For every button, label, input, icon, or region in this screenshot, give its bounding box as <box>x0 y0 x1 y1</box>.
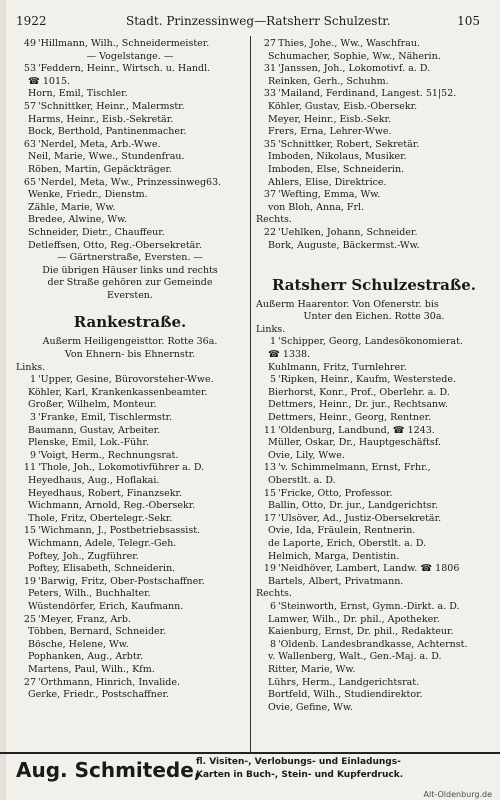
resident-line: Heyedhaus, Aug., Hoflakai. <box>28 475 160 486</box>
resident-text: 'Feddern, Heinr., Wirtsch. u. Handl. <box>38 63 211 75</box>
house-entry <box>256 227 492 240</box>
house-entry <box>256 639 492 652</box>
advertisement <box>0 752 500 786</box>
house-number: 1 <box>29 374 36 386</box>
left-column <box>16 38 244 702</box>
house-number: 53 <box>23 63 36 75</box>
house-number: 25 <box>23 613 36 625</box>
text-line: Außerm Haarentor. Von Ofenerstr. bis <box>256 298 439 310</box>
house-number: 22 <box>263 226 276 238</box>
resident-text: 'Schnittker, Heinr., Malermstr. <box>38 100 185 112</box>
house-entry <box>16 374 244 387</box>
resident-line: Reinken, Gerh., Schuhm. <box>268 75 389 87</box>
resident-line: Schumacher, Sophie, Ww., Näherin. <box>268 50 441 62</box>
street-heading: Rankestraße. <box>73 313 187 332</box>
resident-line: Meyer, Heinr., Eisb.-Sekr. <box>268 113 392 125</box>
resident-line: Peters, Wilh., Buchhalter. <box>28 588 151 600</box>
resident-line: Baumann, Gustav, Arbeiter. <box>28 424 161 436</box>
house-number: 15 <box>23 525 36 537</box>
house-entry <box>16 576 244 589</box>
resident-line: Bredee, Alwine, Ww. <box>28 214 128 226</box>
resident-line: Schneider, Dietr., Chauffeur. <box>28 226 165 238</box>
scan-edge <box>0 0 6 800</box>
house-entry <box>256 601 492 614</box>
resident-line: Imboden, Nikolaus, Musiker. <box>268 151 407 163</box>
resident-text: 'Upper, Gesine, Bürovorsteher-Wwe. <box>38 374 214 386</box>
resident-line: Többen, Bernard, Schneider. <box>28 626 167 638</box>
resident-text: 'Oldenburg, Landbund, ☎ 1243. <box>278 424 435 436</box>
resident-line: Bock, Berthold, Pantinenmacher. <box>28 126 187 138</box>
right-column <box>256 38 492 714</box>
page-header <box>16 14 488 32</box>
resident-line: Harms, Heinr., Eisb.-Sekretär. <box>28 113 174 125</box>
house-entry <box>16 450 244 463</box>
resident-text: 'Wefting, Emma, Ww. <box>278 189 381 201</box>
resident-text: 'Ripken, Heinr., Kaufm, Westerstede. <box>278 374 456 386</box>
house-number: 35 <box>263 138 276 150</box>
center-line: — Vogelstange. — <box>86 50 174 62</box>
resident-line: Gerke, Friedr., Postschaffner. <box>28 689 170 701</box>
center-line: Die übrigen Häuser links und rechts <box>42 264 218 276</box>
house-number: 27 <box>263 38 276 49</box>
resident-line: Ahlers, Elise, Direktrice. <box>268 176 387 188</box>
resident-line: de Laporte, Erich, Oberstlt. a. D. <box>268 537 427 549</box>
resident-text: 'Schnittker, Robert, Sekretär. <box>278 138 420 150</box>
resident-text: 'Nerdel, Meta, Arb.-Wwe. <box>38 138 161 150</box>
resident-line: Bierhorst, Konr., Prof., Oberlehr. a. D. <box>268 386 450 398</box>
resident-text: 'Orthmann, Hinrich, Invalide. <box>38 676 181 688</box>
house-number: 11 <box>263 424 276 436</box>
center-line: Unter den Eichen. Rotte 30a. <box>303 311 445 323</box>
ad-line-1: fl. Visiten-, Verlobungs- und Einladungs- <box>196 757 401 767</box>
resident-text: 'Voigt, Herm., Rechnungsrat. <box>38 449 179 461</box>
text-line: Rechts. <box>256 214 292 226</box>
house-number: 5 <box>269 374 276 386</box>
resident-text: 'Meyer, Franz, Arb. <box>38 613 131 625</box>
house-entry <box>256 513 492 526</box>
page-number: 105 <box>457 14 480 28</box>
center-line: — Gärtnerstraße, Eversten. — <box>57 252 203 264</box>
resident-line: Köhler, Karl, Krankenkassenbeamter. <box>28 386 208 398</box>
resident-line: Kaienburg, Ernst, Dr. phil., Redakteur. <box>268 626 454 638</box>
resident-line: Bösche, Helene, Ww. <box>28 638 129 650</box>
house-entry <box>256 488 492 501</box>
resident-line: Wüstendörfer, Erich, Kaufmann. <box>28 600 184 612</box>
house-entry <box>256 425 492 438</box>
resident-line: Ritter, Marie, Ww. <box>268 663 356 675</box>
text-line: Links. <box>256 323 286 335</box>
house-number: 17 <box>263 512 276 524</box>
resident-line: Imboden, Else, Schneiderin. <box>268 163 405 175</box>
house-entry <box>16 177 244 190</box>
house-entry <box>16 462 244 475</box>
resident-text: 'Schipper, Georg, Landesökonomierat. <box>278 336 463 348</box>
resident-text: 'Fricke, Otto, Professor. <box>278 487 393 499</box>
house-number: 13 <box>263 462 276 474</box>
resident-line: Zähle, Marie, Ww. <box>28 201 116 213</box>
house-entry <box>16 63 244 76</box>
resident-line: Heyedhaus, Robert, Finanzsekr. <box>28 487 183 499</box>
resident-line: Ballin, Otto, Dr. jur., Landgerichtsr. <box>268 500 438 512</box>
resident-line: von Bloh, Anna, Frl. <box>268 201 365 213</box>
resident-line: Köhler, Gustav, Eisb.-Obersekr. <box>268 100 418 112</box>
text-line: Links. <box>16 361 46 373</box>
resident-line: Horn, Emil, Tischler. <box>28 88 128 100</box>
resident-line: Kuhlmann, Fritz, Turnlehrer. <box>268 361 407 373</box>
resident-text: 'Barwig, Fritz, Ober-Postschaffner. <box>38 575 205 587</box>
house-number: 6 <box>269 600 276 612</box>
house-entry <box>256 88 492 101</box>
resident-text: 'Nerdel, Meta, Ww., Prinzessinweg63. <box>38 176 222 188</box>
house-number: 37 <box>263 189 276 201</box>
resident-line: Pophanken, Aug., Arbtr. <box>28 651 144 663</box>
house-number: 65 <box>23 176 36 188</box>
resident-line: ☎ 1015. <box>28 75 71 87</box>
house-number: 19 <box>23 575 36 587</box>
resident-text: 'Thole, Joh., Lokomotivführer a. D. <box>38 462 205 474</box>
house-entry <box>256 139 492 152</box>
house-number: 27 <box>23 676 36 688</box>
house-entry <box>16 677 244 690</box>
center-line: Von Ehnern- bis Ehnernstr. <box>64 349 196 361</box>
resident-text: 'Mailand, Ferdinand, Langest. 51|52. <box>278 88 457 100</box>
house-number: 63 <box>23 138 36 150</box>
center-line: Außerm Heiligengeisttor. Rotte 36a. <box>42 336 218 348</box>
house-entry <box>256 374 492 387</box>
resident-text: 'Uehlken, Johann, Schneider. <box>278 226 418 238</box>
resident-line: Martens, Paul, Wilh., Kfm. <box>28 663 155 675</box>
column-divider <box>250 36 251 752</box>
resident-text: 'Wichmann, J., Postbetriebsassist. <box>38 525 201 537</box>
resident-line: Ovie, Lily, Wwe. <box>268 449 345 461</box>
resident-line: Wichmann, Adele, Telegr.-Geh. <box>28 537 177 549</box>
resident-text: 'Franke, Emil, Tischlermstr. <box>38 412 173 424</box>
resident-line: Wenke, Friedr., Dienstm. <box>28 189 148 201</box>
resident-line: Röben, Martin, Gepäckträger. <box>28 163 172 175</box>
house-entry <box>16 412 244 425</box>
page-title: Stadt. Prinzessinweg—Ratsherr Schulzestr. <box>126 14 391 28</box>
spacer <box>256 252 492 265</box>
site-watermark: Alt-Oldenburg.de <box>423 790 492 799</box>
resident-line: Bartels, Albert, Privatmann. <box>268 575 404 587</box>
resident-line: Bork, Auguste, Bäckermst.-Ww. <box>268 239 420 251</box>
house-number: 8 <box>269 638 276 650</box>
resident-line: ☎ 1338. <box>268 349 311 361</box>
ad-name: Aug. Schmitede, <box>16 758 202 782</box>
resident-line: Frers, Erna, Lehrer-Wwe. <box>268 126 392 138</box>
resident-text: Thies, Johe., Ww., Waschfrau. <box>278 38 420 49</box>
resident-line: Neil, Marie, Wwe., Stundenfrau. <box>28 151 185 163</box>
resident-line: Poftey, Elisabeth, Schneiderin. <box>28 563 176 575</box>
house-number: 57 <box>23 100 36 112</box>
house-number: 11 <box>23 462 36 474</box>
house-number: 33 <box>263 88 276 100</box>
resident-line: Oberstlt. a. D. <box>268 475 336 486</box>
resident-text: 'Neidhöver, Lambert, Landw. ☎ 1806 <box>278 563 460 575</box>
resident-line: Ovie, Gefine, Ww. <box>268 701 353 713</box>
house-entry <box>16 139 244 152</box>
resident-text: 'Janssen, Joh., Lokomotivf. a. D. <box>278 63 431 75</box>
resident-line: Poftey, Joh., Zugführer. <box>28 550 139 562</box>
house-number: 49 <box>23 38 36 49</box>
house-entry <box>256 63 492 76</box>
resident-line: Dettmers, Heinr., Georg, Rentner. <box>268 412 432 424</box>
resident-line: Detleffsen, Otto, Reg.-Obersekretär. <box>28 239 202 251</box>
resident-text: 'Hillmann, Wilh., Schneidermeister. <box>38 38 210 49</box>
house-number: 9 <box>29 449 36 461</box>
center-line: der Straße gehören zur Gemeinde <box>47 277 213 289</box>
resident-line: Bortfeld, Wilh., Studiendirektor. <box>268 689 423 701</box>
house-entry <box>16 101 244 114</box>
center-line: Eversten. <box>107 289 153 301</box>
resident-line: Helmich, Marga, Dentistin. <box>268 550 400 562</box>
resident-line: Großer, Wilhelm, Monteur. <box>28 399 157 411</box>
house-number: 15 <box>263 487 276 499</box>
house-entry <box>256 38 492 51</box>
street-heading: Ratsherr Schulzestraße. <box>271 275 477 294</box>
house-entry <box>16 38 244 51</box>
text-line: Rechts. <box>256 588 292 600</box>
resident-line: Lamwer, Wilh., Dr. phil., Apotheker. <box>268 613 440 625</box>
house-entry <box>256 189 492 202</box>
resident-text: 'v. Schimmelmann, Ernst, Frhr., <box>278 462 431 474</box>
resident-line: Ovie, Ida, Fräulein, Rentnerin. <box>268 525 416 537</box>
house-entry <box>256 462 492 475</box>
house-entry <box>256 336 492 349</box>
house-entry <box>16 525 244 538</box>
page-year: 1922 <box>16 14 47 28</box>
resident-text: 'Steinworth, Ernst, Gymn.-Dirkt. a. D. <box>278 600 460 612</box>
resident-line: v. Wallenberg, Walt., Gen.-Maj. a. D. <box>268 651 442 663</box>
house-number: 19 <box>263 563 276 575</box>
house-entry <box>256 563 492 576</box>
resident-line: Lührs, Herm., Landgerichtsrat. <box>268 676 420 688</box>
house-entry <box>16 614 244 627</box>
house-number: 31 <box>263 63 276 75</box>
ad-text <box>196 756 496 782</box>
resident-line: Wichmann, Arnold, Reg.-Obersekr. <box>28 500 196 512</box>
ad-line-2: Karten in Buch-, Stein- und Kupferdruck. <box>196 770 404 780</box>
resident-line: Thole, Fritz, Obertelegr.-Sekr. <box>28 512 173 524</box>
resident-line: Plenske, Emil, Lok.-Führ. <box>28 437 149 449</box>
house-number: 1 <box>269 336 276 348</box>
resident-text: 'Ulsöver, Ad., Justiz-Obersekretär. <box>278 512 442 524</box>
resident-text: 'Oldenb. Landesbrandkasse, Achternst. <box>278 638 468 650</box>
resident-line: Dettmers, Heinr., Dr. jur., Rechtsanw. <box>268 399 449 411</box>
resident-line: Müller, Oskar, Dr., Hauptgeschäftsf. <box>268 437 441 449</box>
house-number: 3 <box>29 412 36 424</box>
